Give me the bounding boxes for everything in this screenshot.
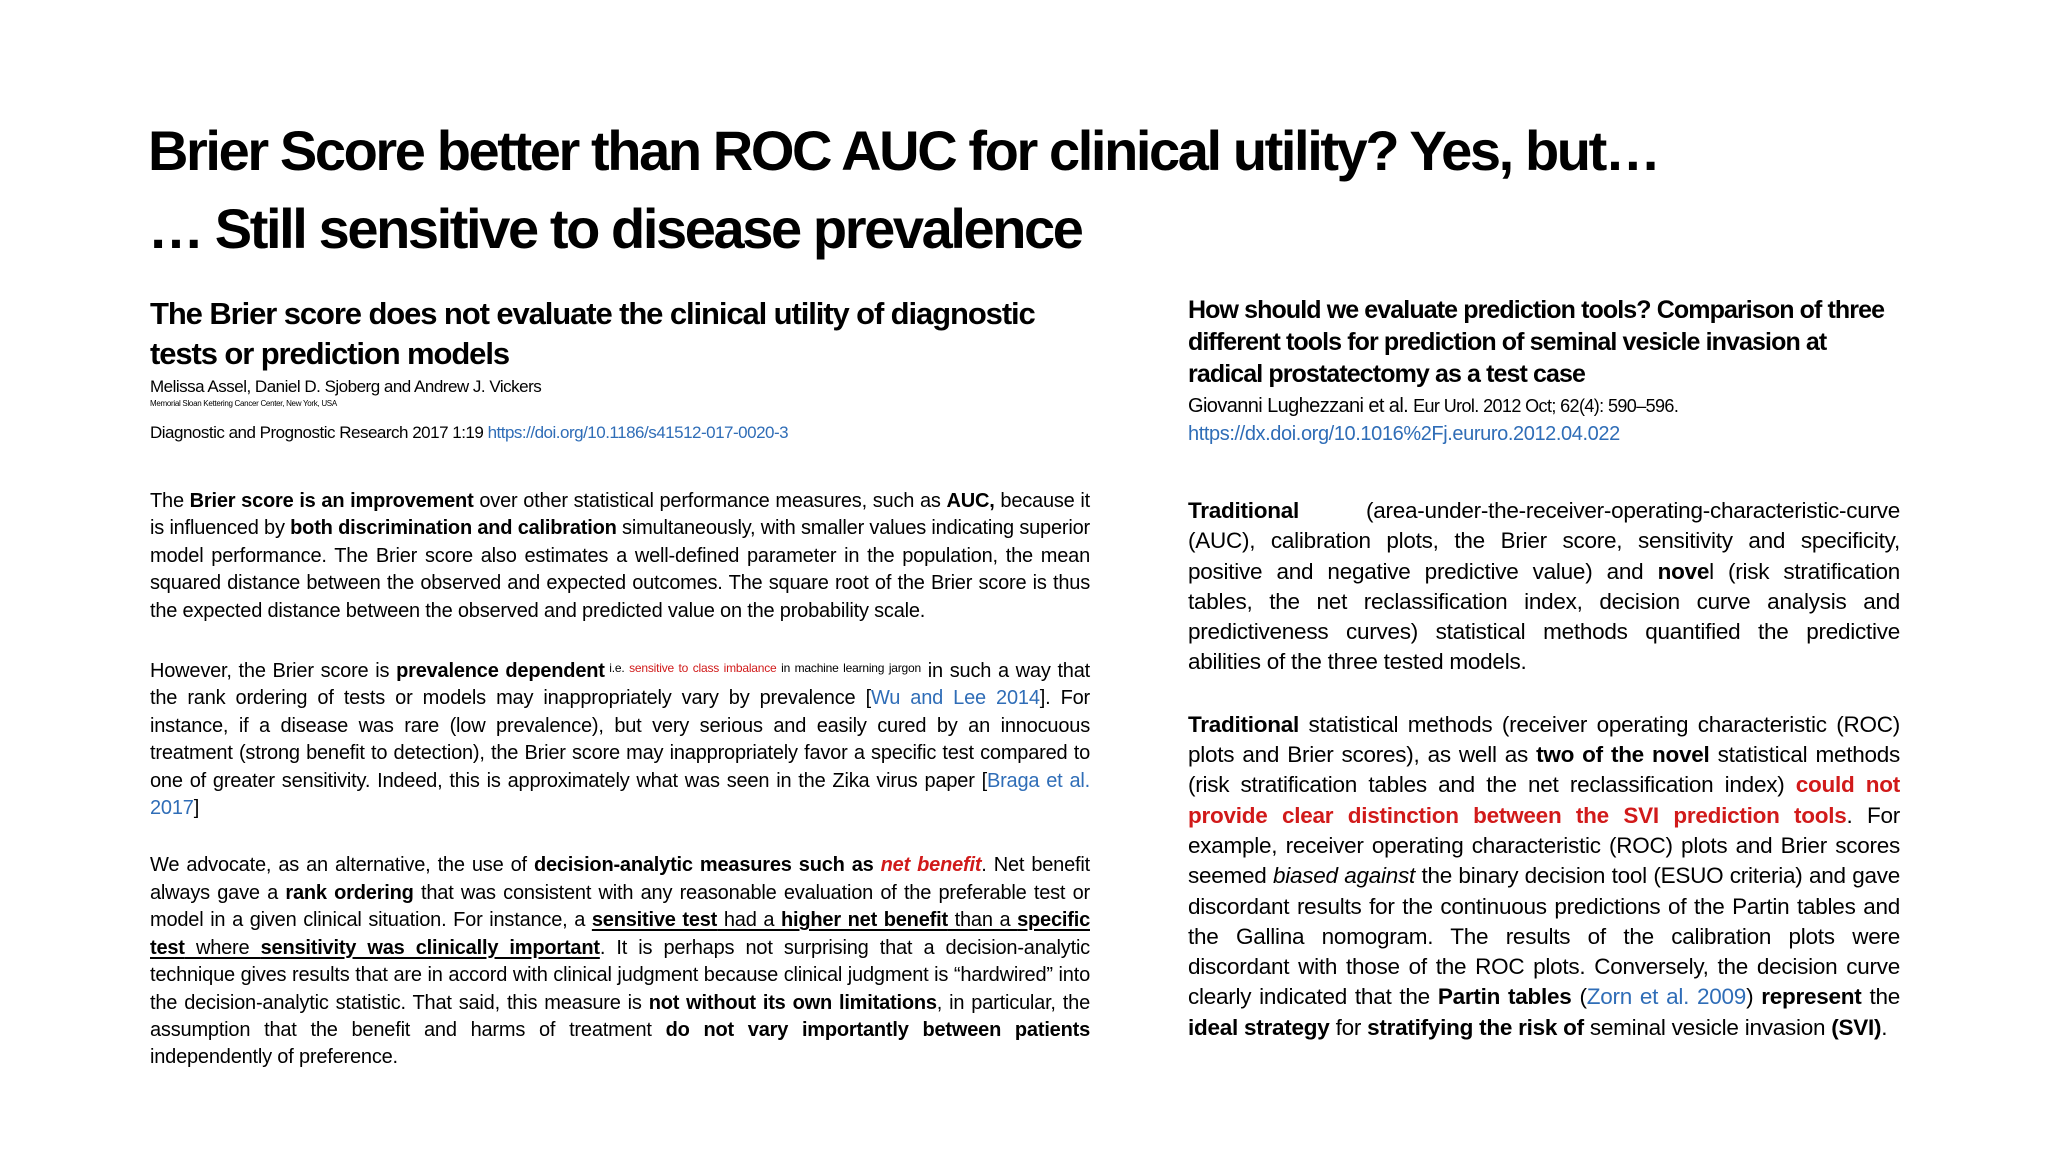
- text: seminal vesicle invasion: [1583, 1014, 1832, 1040]
- left-paper-title: The Brier score does not evaluate the clinical utility of diagnostic tests or prediction models: [150, 296, 1035, 371]
- bold-text: Partin tables: [1437, 984, 1572, 1010]
- text: ): [1746, 984, 1762, 1010]
- bold-text: ideal strategy: [1188, 1014, 1330, 1040]
- text: (area-under-the-receiver-operating-characteristic-curve (AUC), calibration plots, the Brier score, sensitivity and specificity, positive and negative predictive value) and: [1188, 498, 1900, 584]
- citation-link-zorn[interactable]: Zorn et al. 2009: [1586, 984, 1747, 1010]
- text: the: [1861, 984, 1900, 1010]
- citation-link-wu-lee[interactable]: Wu and Lee 2014: [870, 687, 1040, 710]
- note-text: i.e.: [604, 661, 630, 676]
- left-column: [150, 294, 1090, 1072]
- bold-text: nove: [1657, 558, 1710, 584]
- text: l (risk stratification tables, the net reclassification index, decision curve analysis and predictiveness curves) statistical methods quantified the predictive abilities of the three tested models.: [1188, 558, 1900, 675]
- bold-text: stratifying the risk of: [1367, 1014, 1584, 1040]
- underlined-bold-text: sensitivity was clinically important: [260, 936, 600, 959]
- bold-text: Traditional: [1188, 711, 1300, 737]
- slide-title: [148, 112, 1948, 268]
- underlined-text: where: [184, 936, 261, 959]
- bold-text: prevalence dependent: [396, 660, 605, 683]
- text: independently of preference.: [150, 1046, 398, 1069]
- left-paragraph-2: [150, 655, 1090, 822]
- text: because it is influenced by: [150, 490, 1091, 540]
- text: ]: [193, 797, 200, 820]
- bold-text: (SVI): [1831, 1014, 1882, 1040]
- right-authors: Giovanni Lughezzani et al.: [1188, 395, 1414, 417]
- left-paragraph-3: [150, 852, 1090, 1071]
- slide-title-line-1: Brier Score better than ROC AUC for clinical utility? Yes, but…: [148, 119, 1659, 182]
- text: , in particular, the assumption that the benefit and harms of treatment: [150, 991, 1090, 1041]
- bold-text: represent: [1761, 984, 1862, 1010]
- text: the binary decision tool (ESUO criteria) and gave discordant results for the continuous predictions of the Partin tables and the Gallina nomogram. The results of the calibration plots were discordant with those of the ROC plots. Conversely, the decision curve clearly indicated that the: [1188, 863, 1900, 1010]
- bold-text: do not vary importantly between patients: [665, 1018, 1090, 1041]
- underlined-text: had a: [717, 909, 781, 932]
- italic-text: biased against: [1272, 863, 1416, 889]
- text: simultaneously, with smaller values indicating superior model performance. The Brier score also estimates a well-defined parameter in the population, the mean squared distance between the observed and expected outcomes. The square root of the Brier score is thus the expected distance between the observed and predicted value on the probability scale.: [150, 517, 1090, 622]
- citation-link-braga[interactable]: Braga et al. 2017: [150, 769, 1090, 820]
- left-journal: Diagnostic and Prognostic Research 2017 1:19: [150, 423, 488, 442]
- text: (: [1571, 984, 1587, 1010]
- text: statistical methods (risk stratification tables and the net reclassification index): [1188, 742, 1901, 798]
- bold-text: Brier score is an improvement: [189, 490, 474, 512]
- right-paper-title: How should we evaluate prediction tools? Comparison of three different tools for prediction of seminal vesicle invasion at radical prostatectomy as a test case: [1188, 296, 1885, 388]
- underlined-bold-text: specific test: [150, 909, 1090, 959]
- right-paragraph-1: [1188, 496, 1900, 678]
- text: . It is perhaps not surprising that a decision-analytic technique gives results that are in accord with clinical judgment because clinical judgment is “hardwired” into the decision-analytic statistic. That said, this measure is: [150, 936, 1090, 1014]
- note-text: in machine learning jargon: [776, 661, 921, 676]
- inline-note: [605, 661, 921, 675]
- right-doi-link[interactable]: https://dx.doi.org/10.1016%2Fj.eururo.2012.04.022: [1188, 423, 1620, 445]
- right-paragraph-2: [1188, 710, 1900, 1043]
- underlined-bold-text: higher net benefit: [781, 909, 948, 932]
- red-bold-italic-text: net benefit: [880, 854, 982, 877]
- text: that was consistent with any reasonable evaluation of the preferable test or model in a given clinical situation. For instance, a: [150, 881, 1090, 932]
- text: ]. For instance, if a disease was rare (low prevalence), but very serious and easily cured by an innocuous treatment (strong benefit to detection), the Brier score may inappropriately favor a specific test compared to one of greater sensitivity. Indeed, this is approximately what was seen in the Zika virus paper [: [150, 687, 1090, 792]
- bold-text: decision-analytic measures such as: [533, 854, 881, 877]
- left-affiliation: Memorial Sloan Kettering Cancer Center, New York, USA: [150, 399, 337, 408]
- text: in such a way that the rank ordering of tests or models may inappropriately vary by prevalence [: [150, 660, 1091, 710]
- text: . For example, receiver operating characteristic (ROC) plots and Brier scores seemed: [1188, 802, 1900, 889]
- left-authors: Melissa Assel, Daniel D. Sjoberg and Andrew J. Vickers: [150, 377, 542, 396]
- underlined-text: than a: [947, 909, 1018, 932]
- slide-title-line-2: … Still sensitive to disease prevalence: [148, 197, 1082, 260]
- note-red-text: sensitive to class imbalance: [629, 661, 777, 676]
- bold-text: both discrimination and calibration: [290, 517, 617, 540]
- right-journal: Eur Urol. 2012 Oct; 62(4): 590–596.: [1413, 396, 1679, 416]
- red-bold-text: could not provide clear distinction between the SVI prediction tools: [1188, 772, 1900, 828]
- left-paragraph-1: [150, 488, 1090, 625]
- bold-text: AUC,: [946, 490, 995, 512]
- text: for: [1329, 1014, 1368, 1040]
- right-authors-citation: [1188, 392, 1900, 420]
- text: . Net benefit always gave a: [150, 854, 1090, 904]
- text: However, the Brier score is: [150, 660, 397, 683]
- right-column: [1188, 294, 1900, 1043]
- bold-text: rank ordering: [285, 881, 414, 904]
- bold-text: two of the novel: [1536, 742, 1710, 768]
- text: statistical methods (receiver operating characteristic (ROC) plots and Brier scores), as well as: [1188, 711, 1900, 768]
- left-journal-citation: [150, 422, 1090, 444]
- underlined-bold-text: sensitive test: [591, 909, 718, 932]
- text: over other statistical performance measures, such as: [473, 490, 947, 512]
- text: .: [1881, 1014, 1888, 1040]
- bold-text: not without its own limitations: [648, 991, 937, 1014]
- text: We advocate, as an alternative, the use of: [150, 854, 534, 877]
- bold-text: Traditional: [1188, 498, 1300, 523]
- text: The: [150, 490, 190, 512]
- left-doi-link[interactable]: https://doi.org/10.1186/s41512-017-0020-3: [487, 423, 789, 442]
